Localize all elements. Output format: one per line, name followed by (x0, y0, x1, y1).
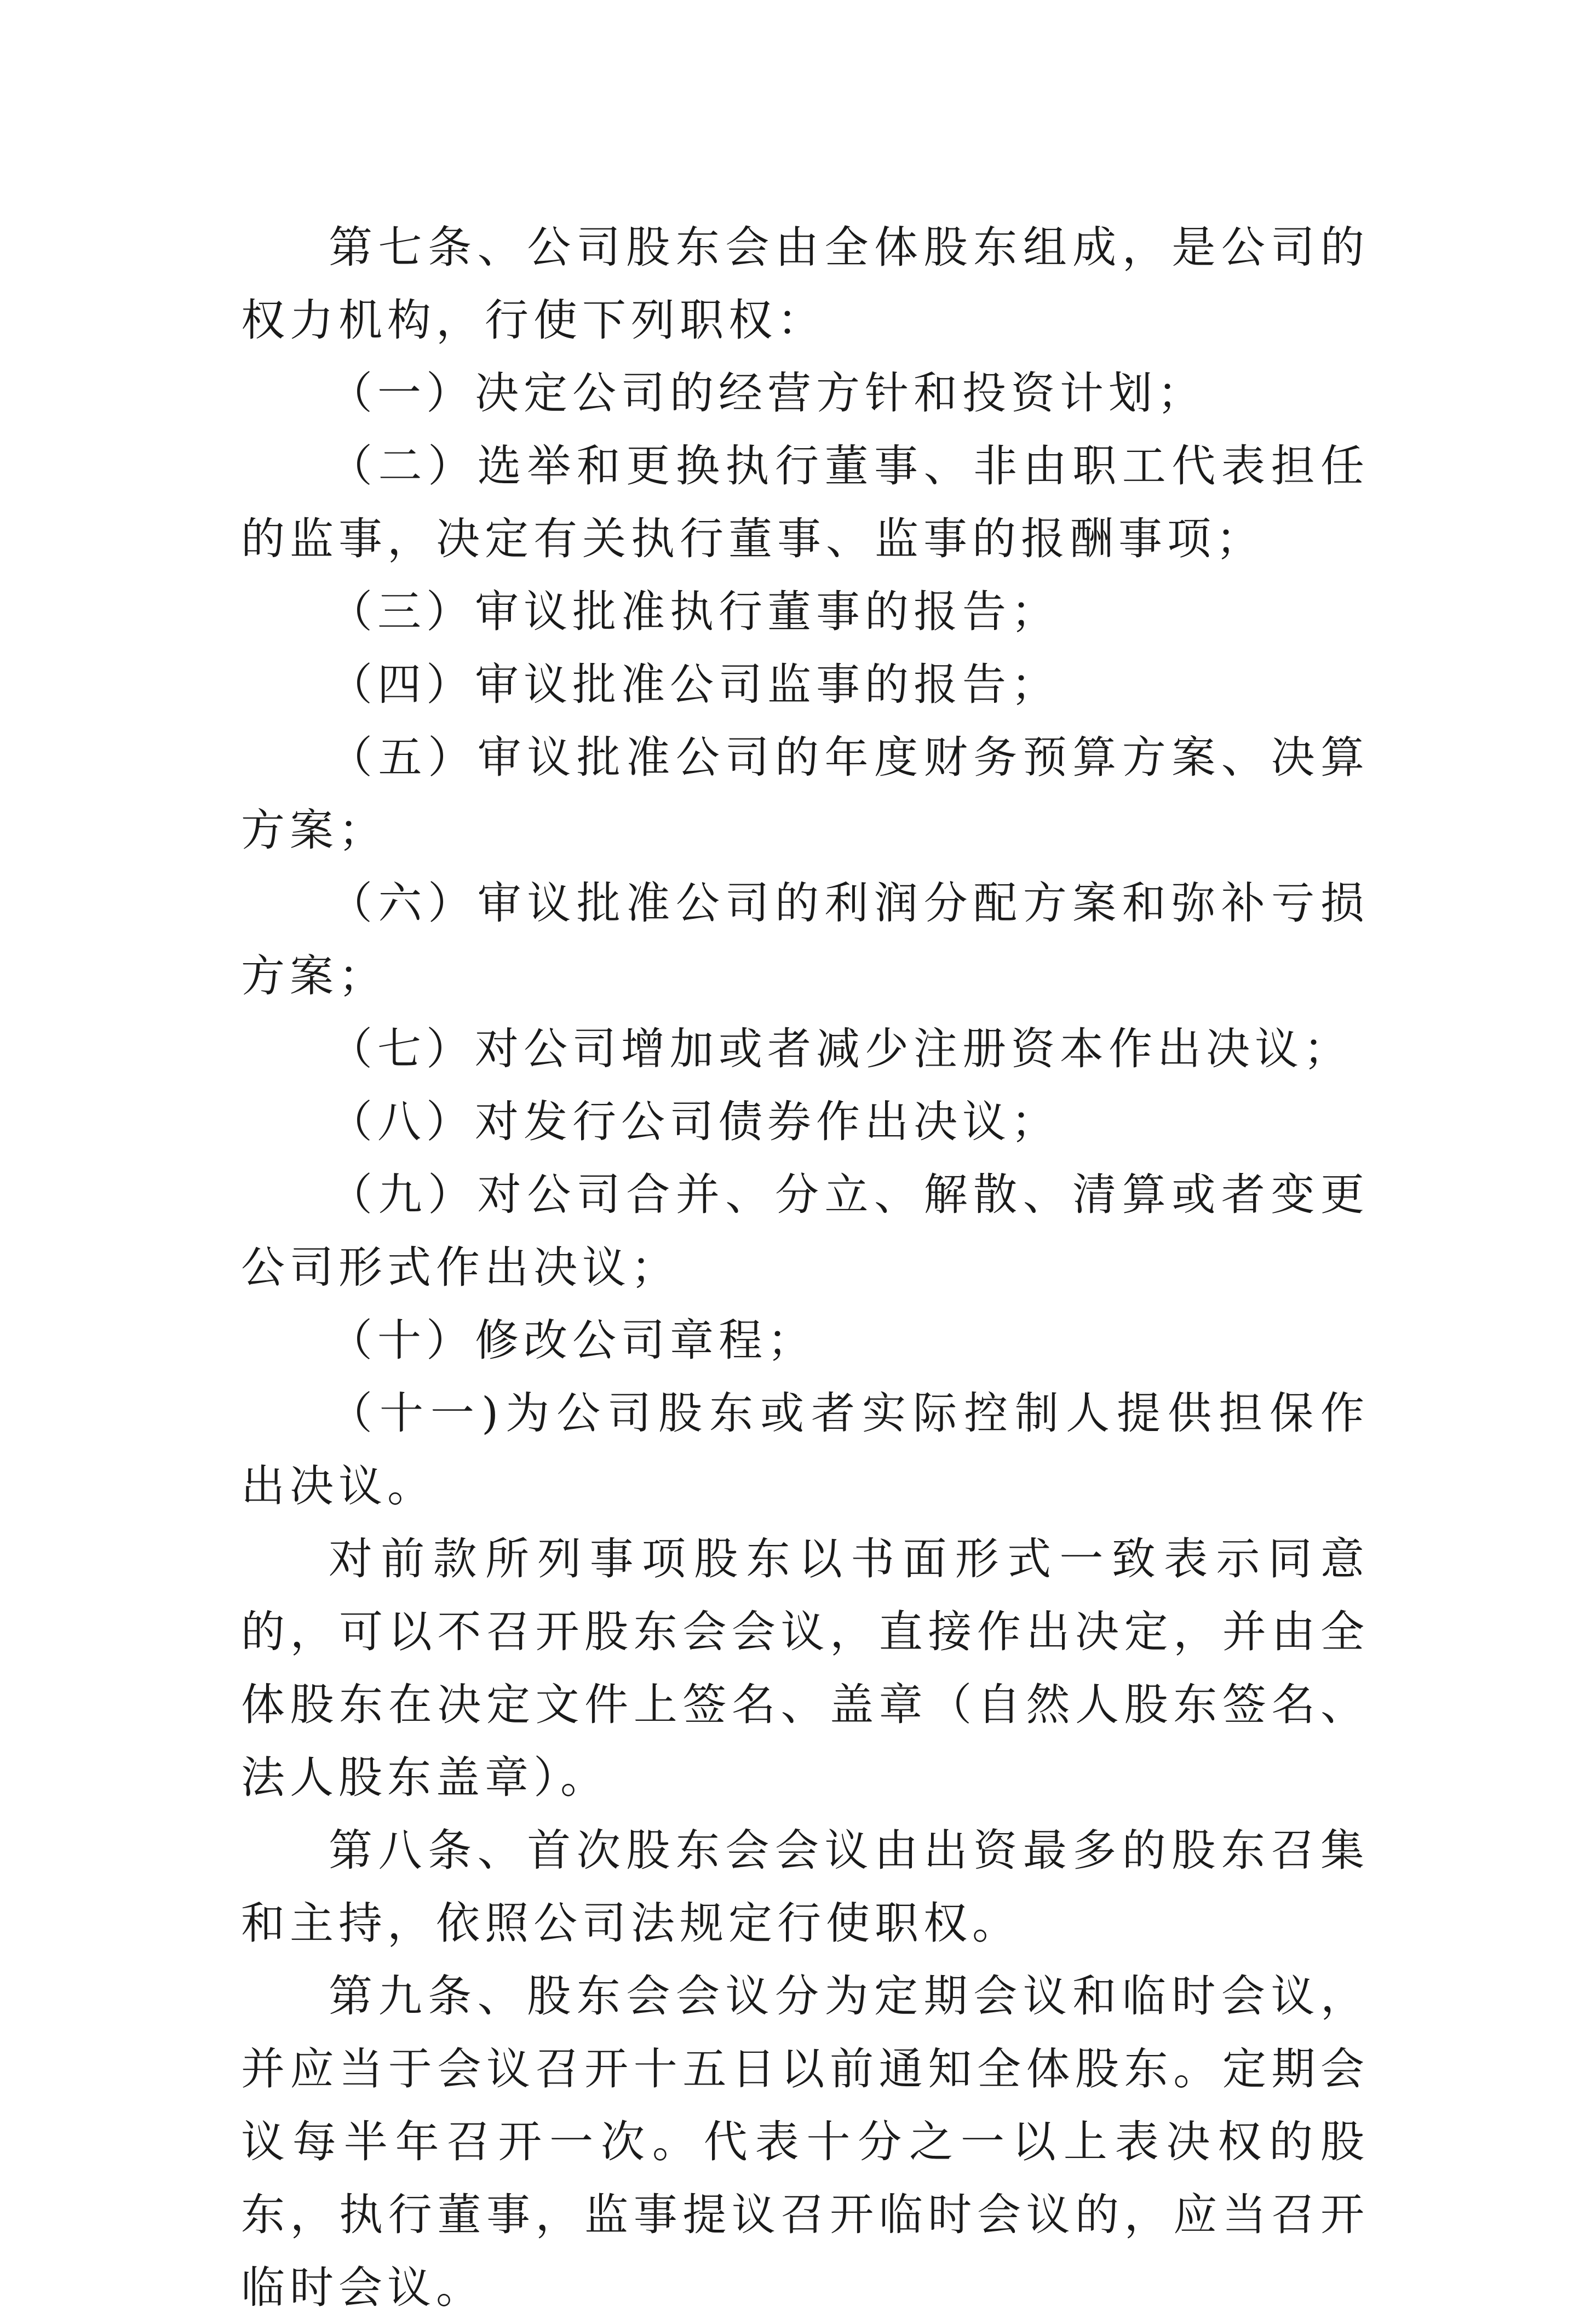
document-body (241, 211, 1369, 2324)
article-7-item-7: （七）对公司增加或者减少注册资本作出决议； (329, 1023, 1352, 1074)
article-7-item-9: （九）对公司合并、分立、解散、清算或者变更公司形式作出决议； (241, 1169, 1369, 1293)
article-8: 第八条、首次股东会会议由出资最多的股东召集和主持，依照公司法规定行使职权。 (241, 1825, 1369, 1949)
article-7-item-6: （六）审议批准公司的利润分配方案和弥补亏损方案； (241, 878, 1369, 1001)
article-7-item-8: （八）对发行公司债券作出决议； (329, 1096, 1060, 1147)
article-7-intro: 第七条、公司股东会由全体股东组成，是公司的权力机构，行使下列职权： (241, 222, 1369, 346)
article-7-item-2: （二）选举和更换执行董事、非由职工代表担任的监事，决定有关执行董事、监事的报酬事项； (241, 440, 1369, 564)
article-7-written-consent: 对前款所列事项股东以书面形式一致表示同意的，可以不召开股东会会议，直接作出决定，并由全体股东在决定文件上签名、盖章（自然人股东签名、法人股东盖章）。 (241, 1533, 1369, 1803)
article-9: 第九条、股东会会议分为定期会议和临时会议，并应当于会议召开十五日以前通知全体股东。定期会议每半年召开一次。代表十分之一以上表决权的股东，执行董事，监事提议召开临时会议的，应当召开临时会议。 (241, 1971, 1369, 2313)
article-7-item-1: （一）决定公司的经营方针和投资计划； (329, 368, 1206, 419)
article-7-item-5: （五）审议批准公司的年度财务预算方案、决算方案； (241, 732, 1369, 856)
article-7-item-10: （十）修改公司章程； (329, 1315, 816, 1366)
article-7-item-11: （十一)为公司股东或者实际控制人提供担保作出决议。 (241, 1388, 1369, 1512)
article-7-item-3: （三）审议批准执行董事的报告； (329, 586, 1060, 637)
article-7-item-4: （四）审议批准公司监事的报告； (329, 659, 1060, 710)
